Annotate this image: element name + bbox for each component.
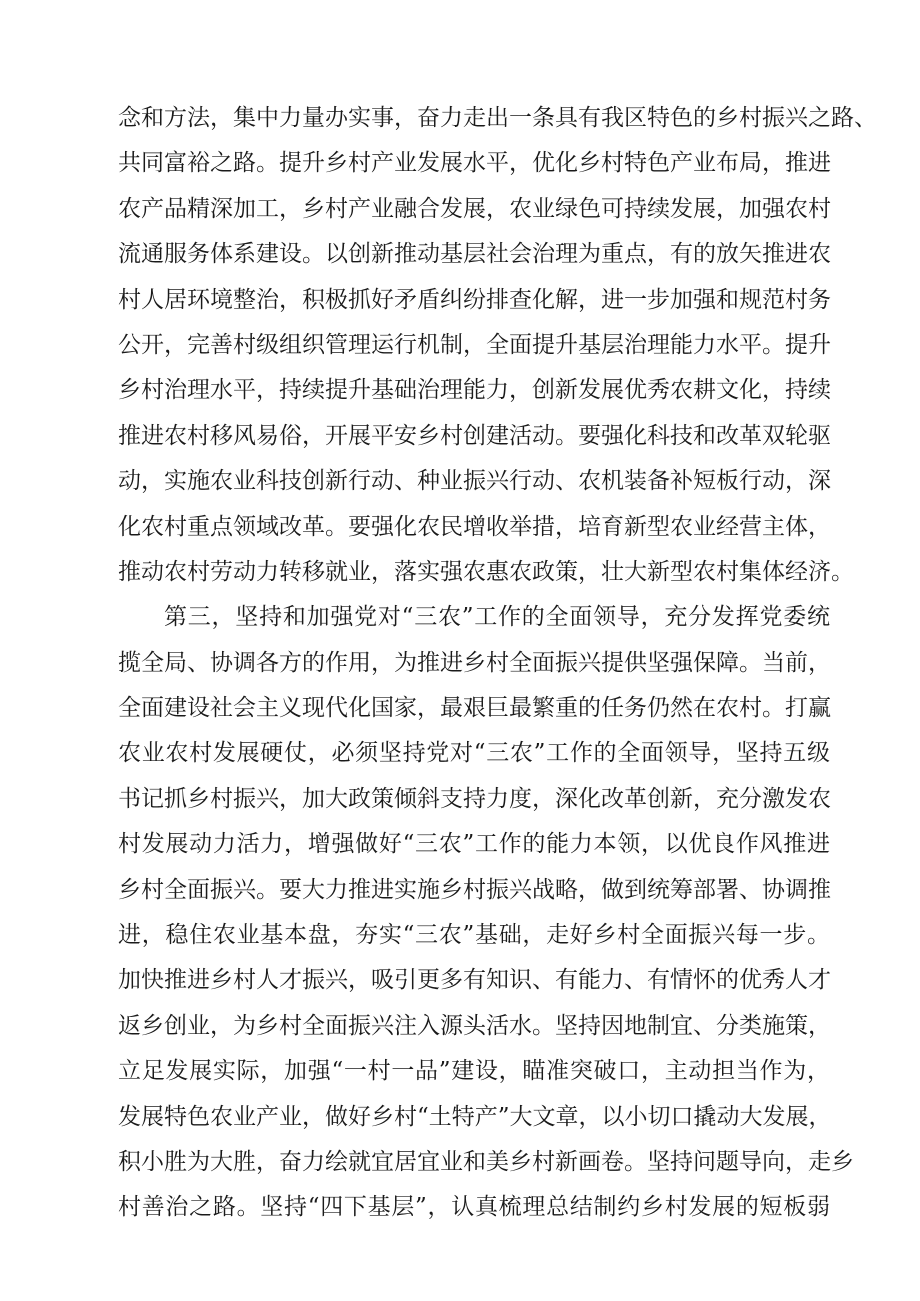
text-line: 村人居环境整治，积极抓好矛盾纠纷排查化解，进一步加强和规范村务 xyxy=(118,286,831,313)
text-line: 推动农村劳动力转移就业，落实强农惠农政策，壮大新型农村集体经济。 xyxy=(118,558,854,585)
paragraph-2 xyxy=(118,595,854,1230)
text-line: 乡村全面振兴。要大力推进实施乡村振兴战略，做到统筹部署、协调推 xyxy=(118,876,831,903)
text-line: 化农村重点领域改革。要强化农民增收举措，培育新型农业经营主体， xyxy=(118,513,831,540)
text-line: 农产品精深加工，乡村产业融合发展，农业绿色可持续发展，加强农村 xyxy=(118,195,831,222)
text-line: 加快推进乡村人才振兴，吸引更多有知识、有能力、有情怀的优秀人才 xyxy=(118,967,831,994)
text-line: 全面建设社会主义现代化国家，最艰巨最繁重的任务仍然在农村。打赢 xyxy=(118,695,831,722)
text-line: 念和方法，集中力量办实事，奋力走出一条具有我区特色的乡村振兴之路、 xyxy=(118,105,877,131)
text-line: 流通服务体系建设。以创新推动基层社会治理为重点，有的放矢推进农 xyxy=(118,241,831,268)
text-line: 立足发展实际，加强“一村一品”建设，瞄准突破口，主动担当作为， xyxy=(118,1058,830,1085)
text-line: 积小胜为大胜，奋力绘就宜居宜业和美乡村新画卷。坚持问题导向，走乡 xyxy=(118,1148,854,1175)
document-body xyxy=(118,96,877,1231)
text-line: 推进农村移风易俗，开展平安乡村创建活动。要强化科技和改革双轮驱 xyxy=(118,422,831,449)
text-line: 共同富裕之路。提升乡村产业发展水平，优化乡村特色产业布局，推进 xyxy=(118,150,831,177)
text-line: 农业农村发展硬仗，必须坚持党对“三农”工作的全面领导，坚持五级 xyxy=(118,740,830,767)
text-line: 进，稳住农业基本盘，夯实“三农”基础，走好乡村全面振兴每一步。 xyxy=(118,922,830,949)
paragraph-1 xyxy=(118,96,877,595)
text-line: 揽全局、协调各方的作用，为推进乡村全面振兴提供坚强保障。当前， xyxy=(118,649,831,676)
text-line: 村善治之路。坚持“四下基层”，认真梳理总结制约乡村发展的短板弱 xyxy=(118,1194,830,1221)
text-line: 返乡创业，为乡村全面振兴注入源头活水。坚持因地制宜、分类施策， xyxy=(118,1012,831,1039)
text-line: 公开，完善村级组织管理运行机制，全面提升基层治理能力水平。提升 xyxy=(118,331,831,358)
text-line: 乡村治理水平，持续提升基础治理能力，创新发展优秀农耕文化，持续 xyxy=(118,377,831,404)
text-line: 第三，坚持和加强党对“三农”工作的全面领导，充分发挥党委统 xyxy=(164,604,830,631)
text-line: 书记抓乡村振兴，加大政策倾斜支持力度，深化改革创新，充分激发农 xyxy=(118,785,831,812)
text-line: 动，实施农业科技创新行动、种业振兴行动、农机装备补短板行动，深 xyxy=(118,468,831,495)
text-line: 发展特色农业产业，做好乡村“土特产”大文章，以小切口撬动大发展， xyxy=(118,1103,832,1130)
text-line: 村发展动力活力，增强做好“三农”工作的能力本领，以优良作风推进 xyxy=(118,831,830,858)
